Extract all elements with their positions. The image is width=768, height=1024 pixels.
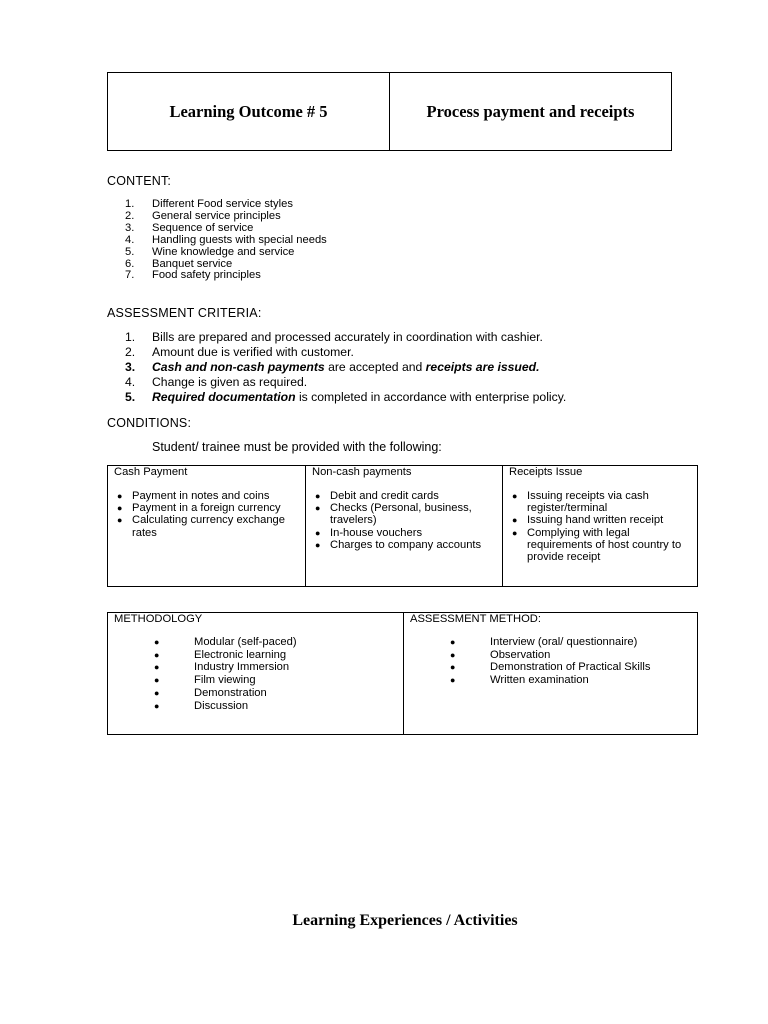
bullet-icon: ● — [154, 637, 160, 647]
bullet-icon: ● — [315, 527, 321, 538]
list-item — [410, 636, 691, 649]
list-item — [125, 247, 327, 259]
list-text — [152, 375, 307, 390]
text-run: Bills are prepared and processed accurately in coordination with cashier. — [152, 330, 543, 344]
conditions-table — [107, 465, 698, 587]
methodology-list — [114, 636, 397, 712]
list-item — [312, 502, 496, 526]
list-number: 5. — [125, 245, 135, 258]
list-text: Observation — [490, 648, 551, 661]
list-item — [410, 661, 691, 674]
bullet-icon: ● — [512, 527, 518, 538]
list-number: 2. — [125, 345, 136, 359]
list-item — [114, 700, 397, 713]
cash-payment-list — [114, 490, 299, 539]
list-text: Payment in a foreign currency — [132, 502, 281, 515]
bullet-icon: ● — [450, 662, 456, 673]
column-heading: Cash Payment — [114, 466, 188, 478]
bullet-icon: ● — [154, 675, 160, 686]
list-item — [125, 345, 566, 360]
list-item — [114, 661, 397, 674]
list-text: Food safety principles — [152, 269, 261, 282]
bullet-icon: ● — [154, 700, 160, 711]
list-text — [152, 345, 354, 360]
receipts-issue-list — [509, 490, 691, 563]
learning-outcome-header-table — [107, 72, 672, 151]
list-number: 4. — [125, 375, 136, 389]
assessment-criteria-list — [125, 330, 566, 405]
content-list — [125, 199, 327, 282]
list-number: 2. — [125, 209, 135, 222]
list-text: Demonstration of Practical Skills — [490, 661, 651, 674]
bullet-icon: ● — [117, 515, 123, 526]
list-item — [114, 514, 299, 538]
emphasized-text: Required documentation — [152, 390, 296, 404]
list-item — [410, 674, 691, 687]
list-text: In-house vouchers — [330, 526, 423, 539]
non-cash-payments-list — [312, 490, 496, 551]
assessment-method-heading: ASSESSMENT METHOD: — [410, 613, 541, 625]
emphasized-text: receipts are issued. — [425, 360, 540, 374]
conditions-intro: Student/ trainee must be provided with the following: — [152, 440, 442, 454]
assessment-method-list — [410, 636, 691, 687]
list-text — [152, 360, 539, 375]
bullet-icon: ● — [450, 637, 456, 647]
list-item — [114, 502, 299, 514]
list-number: 4. — [125, 233, 135, 246]
bullet-icon: ● — [117, 491, 123, 501]
list-text: Different Food service styles — [152, 198, 293, 210]
bullet-icon: ● — [512, 491, 518, 501]
list-text: Issuing receipts via cash register/terminal — [527, 490, 649, 515]
column-heading: Receipts Issue — [509, 466, 583, 478]
text-run: is completed in accordance with enterprise policy. — [295, 390, 567, 404]
text-run: are accepted and — [324, 360, 426, 374]
text-run: Amount due is verified with customer. — [152, 345, 354, 359]
list-text — [152, 330, 543, 345]
assessment-criteria-label: ASSESSMENT CRITERIA: — [107, 306, 262, 320]
list-text: Checks (Personal, business, travelers) — [330, 502, 472, 527]
list-item — [312, 539, 496, 551]
bullet-icon: ● — [315, 491, 321, 501]
list-text: Handling guests with special needs — [152, 233, 327, 246]
bullet-icon: ● — [512, 515, 518, 526]
list-item — [509, 527, 691, 564]
list-number: 3. — [125, 360, 136, 374]
list-item — [125, 375, 566, 390]
list-text: Banquet service — [152, 257, 233, 270]
bullet-icon: ● — [117, 503, 123, 514]
content-label: CONTENT: — [107, 174, 172, 188]
list-item — [125, 360, 566, 375]
list-text: Complying with legal requirements of host country to provide receipt — [527, 526, 682, 564]
methodology-column — [108, 613, 403, 734]
list-text: Written examination — [490, 674, 589, 687]
list-text: Discussion — [194, 699, 249, 712]
list-text: Demonstration — [194, 686, 267, 699]
list-item — [114, 649, 397, 662]
list-text: Modular (self-paced) — [194, 636, 297, 648]
list-text: Charges to company accounts — [330, 538, 482, 551]
list-text: Electronic learning — [194, 648, 287, 661]
list-item — [312, 490, 496, 502]
conditions-label: CONDITIONS: — [107, 416, 192, 430]
bullet-icon: ● — [154, 649, 160, 660]
bullet-icon: ● — [154, 662, 160, 673]
list-number: 6. — [125, 257, 135, 270]
list-text: Interview (oral/ questionnaire) — [490, 636, 638, 648]
conditions-column-cash-payment — [108, 466, 305, 586]
list-text: General service principles — [152, 209, 281, 222]
conditions-column-non-cash-payments — [305, 466, 502, 586]
list-text: Wine knowledge and service — [152, 245, 295, 258]
list-number: 1. — [125, 198, 135, 210]
list-item — [114, 490, 299, 502]
methodology-heading: METHODOLOGY — [114, 613, 203, 625]
column-heading: Non-cash payments — [312, 466, 412, 478]
bullet-icon: ● — [450, 675, 456, 686]
list-text: Payment in notes and coins — [132, 490, 270, 502]
list-text: Calculating currency exchange rates — [132, 514, 285, 539]
learning-experiences-title: Learning Experiences / Activities — [292, 912, 518, 929]
list-item — [125, 390, 566, 405]
learning-outcome-number: Learning Outcome # 5 — [108, 73, 390, 150]
bullet-icon: ● — [154, 687, 160, 698]
list-text: Sequence of service — [152, 221, 254, 234]
list-text: Issuing hand written receipt — [527, 514, 664, 527]
list-number: 3. — [125, 221, 135, 234]
methodology-assessment-table — [107, 612, 698, 735]
list-text — [152, 390, 566, 405]
list-number: 5. — [125, 390, 136, 404]
text-run: Change is given as required. — [152, 375, 308, 389]
list-text: Film viewing — [194, 674, 256, 687]
list-item — [125, 223, 327, 235]
conditions-column-receipts-issue — [502, 466, 697, 586]
list-text: Industry Immersion — [194, 661, 290, 674]
list-number: 7. — [125, 269, 135, 282]
list-item — [114, 636, 397, 649]
list-item — [312, 527, 496, 539]
bullet-icon: ● — [315, 539, 321, 550]
learning-outcome-title: Process payment and receipts — [426, 102, 635, 121]
list-item — [509, 514, 691, 526]
list-item — [509, 490, 691, 514]
list-item — [125, 330, 566, 345]
emphasized-text: Cash and non-cash payments — [152, 360, 325, 374]
list-item — [125, 235, 327, 247]
list-text: Debit and credit cards — [330, 490, 439, 502]
list-item — [125, 270, 327, 282]
list-item — [114, 674, 397, 687]
list-number: 1. — [125, 330, 136, 344]
bullet-icon: ● — [315, 503, 321, 514]
assessment-method-column — [403, 613, 697, 734]
bullet-icon: ● — [450, 649, 456, 660]
list-item — [410, 649, 691, 662]
list-item — [114, 687, 397, 700]
